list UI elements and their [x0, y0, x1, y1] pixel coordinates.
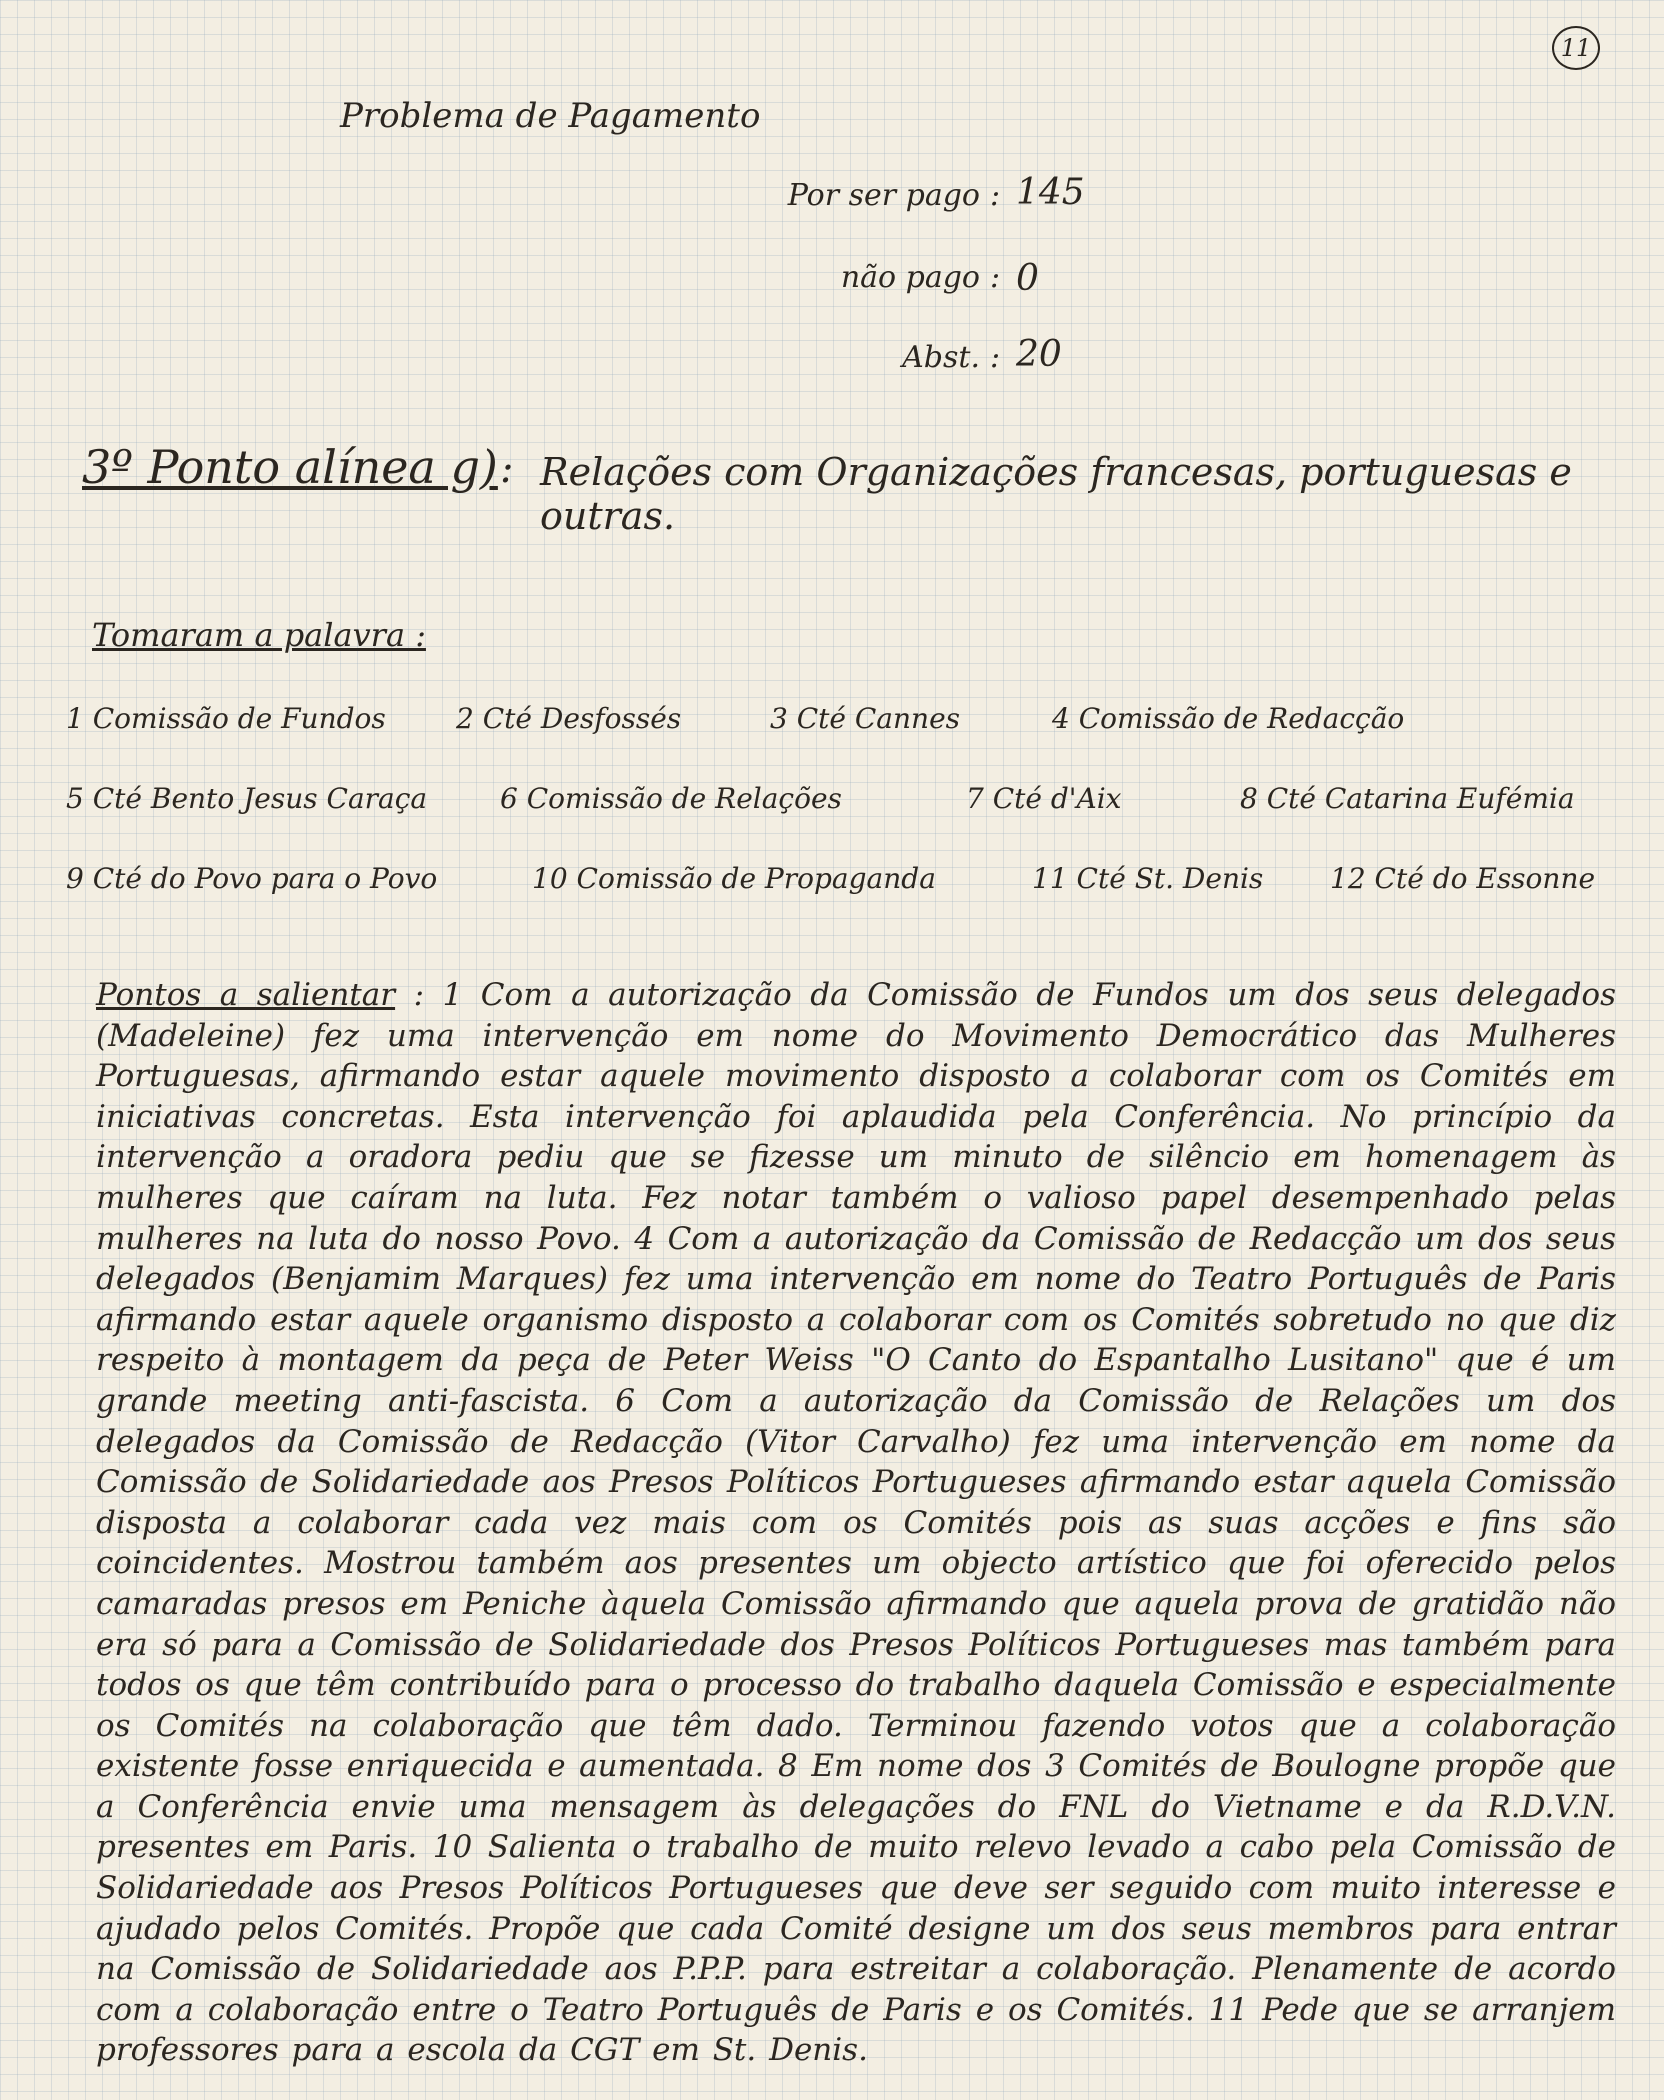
- section-topic: Relações com Organizações francesas, portuguesas e outras.: [540, 450, 1572, 538]
- speaker-name: Cté Catarina Eufémia: [1266, 782, 1575, 815]
- vote-colon: :: [990, 260, 1001, 295]
- speaker-number: 4: [1052, 702, 1070, 735]
- speaker-item: [66, 782, 427, 815]
- speaker-number: 12: [1330, 862, 1366, 895]
- speaker-name: Cté Cannes: [796, 702, 961, 735]
- section-heading: 3º Ponto alínea g): [82, 440, 498, 494]
- vote-label: Abst.: [902, 340, 980, 375]
- section-colon: :: [500, 446, 514, 492]
- speaker-item: [1032, 862, 1263, 895]
- speakers-heading-text: Tomaram a palavra :: [92, 616, 426, 654]
- speaker-item: [770, 702, 960, 735]
- page-title: Problema de Pagamento: [340, 96, 761, 136]
- speaker-name: Cté St. Denis: [1076, 862, 1264, 895]
- speaker-number: 7: [966, 782, 984, 815]
- speaker-name: Cté Bento Jesus Caraça: [92, 782, 428, 815]
- vote-row: [700, 334, 1062, 384]
- speaker-name: Comissão de Redacção: [1078, 702, 1405, 735]
- speaker-name: Cté Desfossés: [482, 702, 682, 735]
- vote-colon: :: [990, 178, 1001, 213]
- vote-value: 20: [1016, 334, 1062, 375]
- vote-label: Por ser pago: [787, 178, 980, 213]
- vote-colon: :: [990, 340, 1001, 375]
- speaker-item: [1240, 782, 1575, 815]
- page-number: 11: [1552, 26, 1600, 70]
- vote-label: não pago: [840, 260, 980, 295]
- speaker-number: 5: [66, 782, 84, 815]
- speaker-item: [500, 782, 842, 815]
- speaker-number: 10: [532, 862, 568, 895]
- speaker-number: 3: [770, 702, 788, 735]
- speaker-number: 2: [456, 702, 474, 735]
- notes-lead: Pontos a salientar: [96, 977, 396, 1013]
- speaker-item: [66, 702, 386, 735]
- speaker-item: [66, 862, 437, 895]
- speaker-number: 11: [1032, 862, 1068, 895]
- vote-value: 145: [1016, 172, 1085, 213]
- notes-text: : 1 Com a autorização da Comissão de Fundos um dos seus delegados (Madeleine) fez uma intervenção em nome do Movimento Democrático das Mulheres Portuguesas, afirmando estar aquele movimento disposto a colaborar com os Comités em iniciativas concretas. Esta intervenção foi aplaudida pela Conferência. No princípio da intervenção a oradora pediu que se fizesse um minuto de silêncio em homenagem às mulheres que caíram na luta. Fez notar também o valioso papel desempenhado pelas mulheres na luta do nosso Povo. 4 Com a autorização da Comissão de Redacção um dos seus delegados (Benjamim Marques) fez uma intervenção em nome do Teatro Português de Paris afirmando estar aquele organismo disposto a colaborar com os Comités sobretudo no que diz respeito à montagem da peça de Peter Weiss "O Canto do Espantalho Lusitano" que é um grande meeting anti-fascista. 6 Com a autorização da Comissão de Relações um dos delegados da Comissão de Redacção (Vitor Carvalho) fez uma intervenção em nome da Comissão de Solidariedade aos Presos Políticos Portugueses afirmando estar aquela Comissão disposta a colaborar cada vez mais com os Comités pois as suas acções e fins são coincidentes. Mostrou também aos presentes um objecto artístico que foi oferecido pelos camaradas presos em Peniche àquela Comissão afirmando que aquela prova de gratidão não era só para a Comissão de Solidariedade dos Presos Políticos Portugueses mas também para todos os que têm contribuído para o processo do trabalho daquela Comissão e especialmente os Comités na colaboração que têm dado. Terminou fazendo votos que a colaboração existente fosse enriquecida e aumentada. 8 Em nome dos 3 Comités de Boulogne propõe que a Conferência envie uma mensagem às delegações do FNL do Vietname e da R.D.V.N. presentes em Paris. 10 Salienta o trabalho de muito relevo levado a cabo pela Comissão de Solidariedade aos Presos Políticos Portugueses que deve ser seguido com muito interesse e ajudado pelos Comités. Propõe que cada Comité designe um dos seus membros para entrar na Comissão de Solidariedade aos P.P.P. para estreitar a colaboração. Plenamente de acordo com a colaboração entre o Teatro Português de Paris e os Comités. 11 Pede que se arranjem professores para a escola da CGT em St. Denis.: [96, 977, 1616, 2069]
- speaker-name: Comissão de Fundos: [92, 702, 386, 735]
- speaker-name: Comissão de Relações: [526, 782, 842, 815]
- speaker-item: [1052, 702, 1404, 735]
- speaker-number: 8: [1240, 782, 1258, 815]
- speaker-name: Cté d'Aix: [992, 782, 1122, 815]
- speaker-number: 6: [500, 782, 518, 815]
- speaker-name: Comissão de Propaganda: [576, 862, 936, 895]
- speaker-name: Cté do Povo para o Povo: [92, 862, 438, 895]
- vote-row: [700, 258, 1039, 304]
- speaker-number: 9: [66, 862, 84, 895]
- notes-paragraph: [96, 975, 1616, 2071]
- speaker-item: [1330, 862, 1595, 895]
- speaker-item: [966, 782, 1121, 815]
- vote-row: [700, 172, 1085, 222]
- speaker-name: Cté do Essonne: [1374, 862, 1596, 895]
- speaker-item: [532, 862, 936, 895]
- speakers-heading: [92, 616, 426, 654]
- speaker-number: 1: [66, 702, 84, 735]
- speaker-item: [456, 702, 681, 735]
- vote-value: 0: [1016, 258, 1039, 299]
